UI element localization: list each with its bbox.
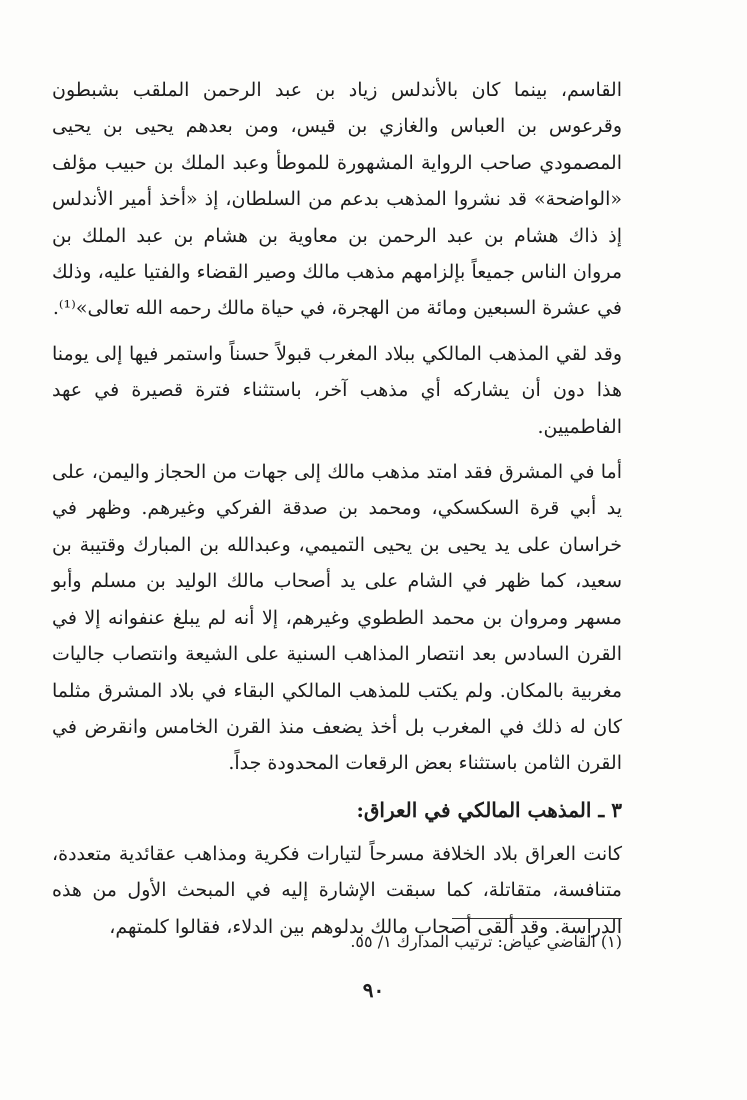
paragraph-iraq: كانت العراق بلاد الخلافة مسرحاً لتيارات فكرية ومذاهب عقائدية متعددة، متنافسة، متقاتلة، كما سبقت الإشارة إليه في المبحث الأول من هذه الدراسة. وقد ألقى أصحاب مالك بدلوهم بين الدلاء، فقالوا كلمتهم، bbox=[52, 842, 622, 938]
page-number: ٩٠ bbox=[362, 978, 385, 1002]
page-body bbox=[52, 72, 622, 945]
footnote-divider bbox=[452, 918, 622, 919]
paragraph-mashriq: أما في المشرق فقد امتد مذهب مالك إلى جهات من الحجاز واليمن، على يد أبي قرة السكسكي، ومحمد بن صدقة الفركي وغيرهم. وظهر في خراسان على يد يحيى بن يحيى التميمي، وعبدالله بن المبارك وقتيبة بن سعيد، كما ظهر في الشام على يد أصحاب مالك الوليد بن مسلم وأبو مسهر ومروان بن محمد الططوي وغيرهم، إلا أنه لم يبلغ عنفوانه إلا في القرن السادس بعد انتصار المذاهب السنية على الشيعة وانتصاب جاليات مغربية بالمكان. ولم يكتب للمذهب المالكي البقاء في بلاد المشرق مثلما كان له ذلك في المغرب بل أخذ يضعف منذ القرن الخامس وانقرض في القرن الثامن باستثناء بعض الرقعات المحدودة جداً. bbox=[52, 461, 622, 775]
paragraph-andalus: القاسم، بينما كان بالأندلس زياد بن عبد الرحمن الملقب بشبطون وقرعوس بن العباس والغازي بن قيس، ومن بعدهم يحيى بن يحيى المصمودي صاحب الرواية المشهورة للموطأ وعبد الملك بن حبيب مؤلف «الواضحة» قد نشروا المذهب بدعم من السلطان، إذ «أخذ أمير الأندلس إذ ذاك هشام بن عبد الرحمن بن معاوية بن هشام بن عبد الملك بن مروان الناس جميعاً بإلزامهم مذهب مالك وصير القضاء والفتيا عليه، وذلك في عشرة السبعين ومائة من الهجرة، في حياة مالك رحمه الله تعالى»⁽¹⁾. bbox=[52, 79, 622, 320]
footnote: (١) القاضي عياض: ترتيب المدارك ١/ ٥٥. bbox=[350, 932, 622, 951]
paragraph-maghreb: وقد لقي المذهب المالكي ببلاد المغرب قبولاً حسناً واستمر فيها إلى يومنا هذا دون أن يشاركه أي مذهب آخر، باستثناء فترة قصيرة في عهد الفاطميين. bbox=[52, 342, 622, 438]
section-heading: ٣ ـ المذهب المالكي في العراق: bbox=[356, 797, 622, 822]
